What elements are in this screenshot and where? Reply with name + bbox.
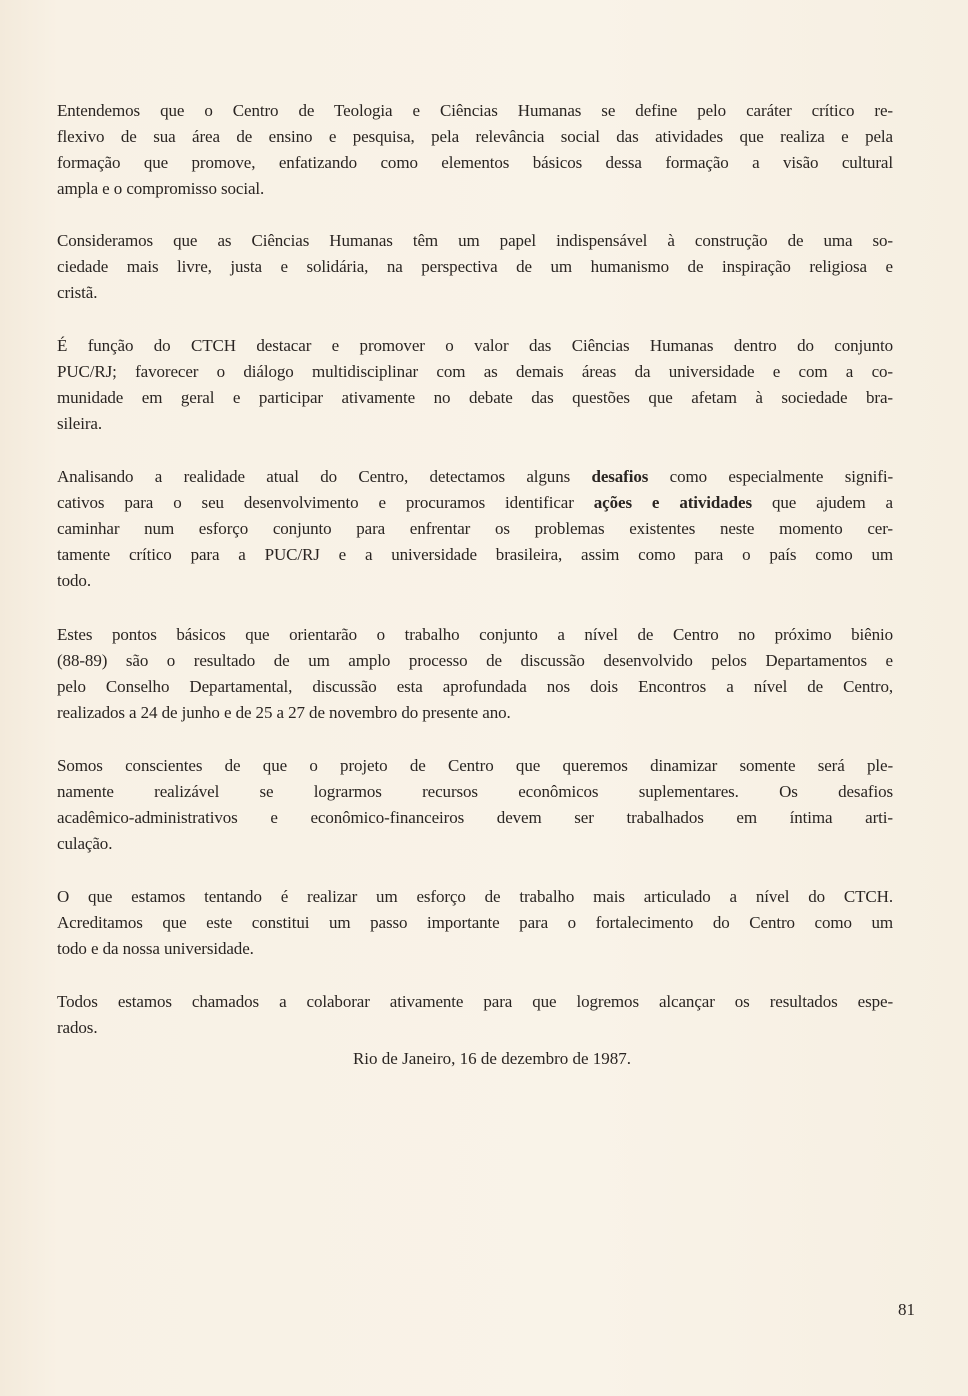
text-segment: cativos para o seu desenvolvimento e procuramos identificar <box>57 493 594 513</box>
text-line: pelo Conselho Departamental, discussão esta aprofundada nos dois Encontros a nível de Centro, <box>57 677 893 697</box>
text-line: flexivo de sua área de ensino e pesquisa, pela relevância social das atividades que realiza e pela <box>57 127 893 147</box>
text-line: caminhar num esforço conjunto para enfrentar os problemas existentes neste momento cer- <box>57 519 893 539</box>
text-line: cristã. <box>57 283 98 303</box>
text-line: culação. <box>57 834 113 854</box>
text-line: formação que promove, enfatizando como elementos básicos dessa formação a visão cultural <box>57 153 893 173</box>
text-line: É função do CTCH destacar e promover o valor das Ciências Humanas dentro do conjunto <box>57 336 893 355</box>
text-segment: Analisando a realidade atual do Centro, detectamos alguns <box>57 467 592 486</box>
text-line: PUC/RJ; favorecer o diálogo multidisciplinar com as demais áreas da universidade e com a co- <box>57 362 893 382</box>
text-line: todo. <box>57 571 91 591</box>
text-segment: que ajudem a <box>752 493 893 513</box>
text-line: acadêmico-administrativos e econômico-financeiros devem ser trabalhados em íntima arti- <box>57 808 893 828</box>
bold-emphasis: ações e atividades <box>593 493 752 513</box>
page-number: 81 <box>898 1300 915 1319</box>
text-line: Estes pontos básicos que orientarão o trabalho conjunto a nível de Centro no próximo biênio <box>57 625 893 644</box>
text-line <box>57 493 893 513</box>
text-line: Entendemos que o Centro de Teologia e Ciências Humanas se define pelo caráter crítico re- <box>57 101 893 120</box>
text-line: munidade em geral e participar ativamente no debate das questões que afetam à sociedade bra- <box>57 388 893 408</box>
text-line: namente realizável se lograrmos recursos econômicos suplementares. Os desafios <box>57 782 893 802</box>
text-line: Consideramos que as Ciências Humanas têm um papel indispensável à construção de uma so- <box>57 231 893 250</box>
text-line: ampla e o compromisso social. <box>57 179 265 199</box>
text-line: Todos estamos chamados a colaborar ativamente para que logremos alcançar os resultados espe- <box>57 992 893 1011</box>
text-line: rados. <box>57 1018 98 1038</box>
text-line: (88-89) são o resultado de um amplo processo de discussão desenvolvido pelos Departamentos e <box>57 651 893 671</box>
text-line: ciedade mais livre, justa e solidária, na perspectiva de um humanismo de inspiração religiosa e <box>57 257 893 277</box>
text-line: tamente crítico para a PUC/RJ e a universidade brasileira, assim como para o país como um <box>57 545 893 565</box>
date-line: Rio de Janeiro, 16 de dezembro de 1987. <box>352 1049 632 1068</box>
text-line <box>57 467 893 487</box>
text-line: todo e da nossa universidade. <box>57 939 254 959</box>
text-line: Acreditamos que este constitui um passo importante para o fortalecimento do Centro como um <box>57 913 893 933</box>
bold-emphasis: desafios <box>591 467 649 486</box>
text-line: Somos conscientes de que o projeto de Centro que queremos dinamizar somente será ple- <box>57 756 893 775</box>
text-line: O que estamos tentando é realizar um esforço de trabalho mais articulado a nível do CTCH. <box>57 887 893 906</box>
text-line: sileira. <box>57 414 102 434</box>
text-segment: como especialmente signifi- <box>648 467 894 486</box>
text-line: realizados a 24 de junho e de 25 a 27 de novembro do presente ano. <box>57 703 511 723</box>
